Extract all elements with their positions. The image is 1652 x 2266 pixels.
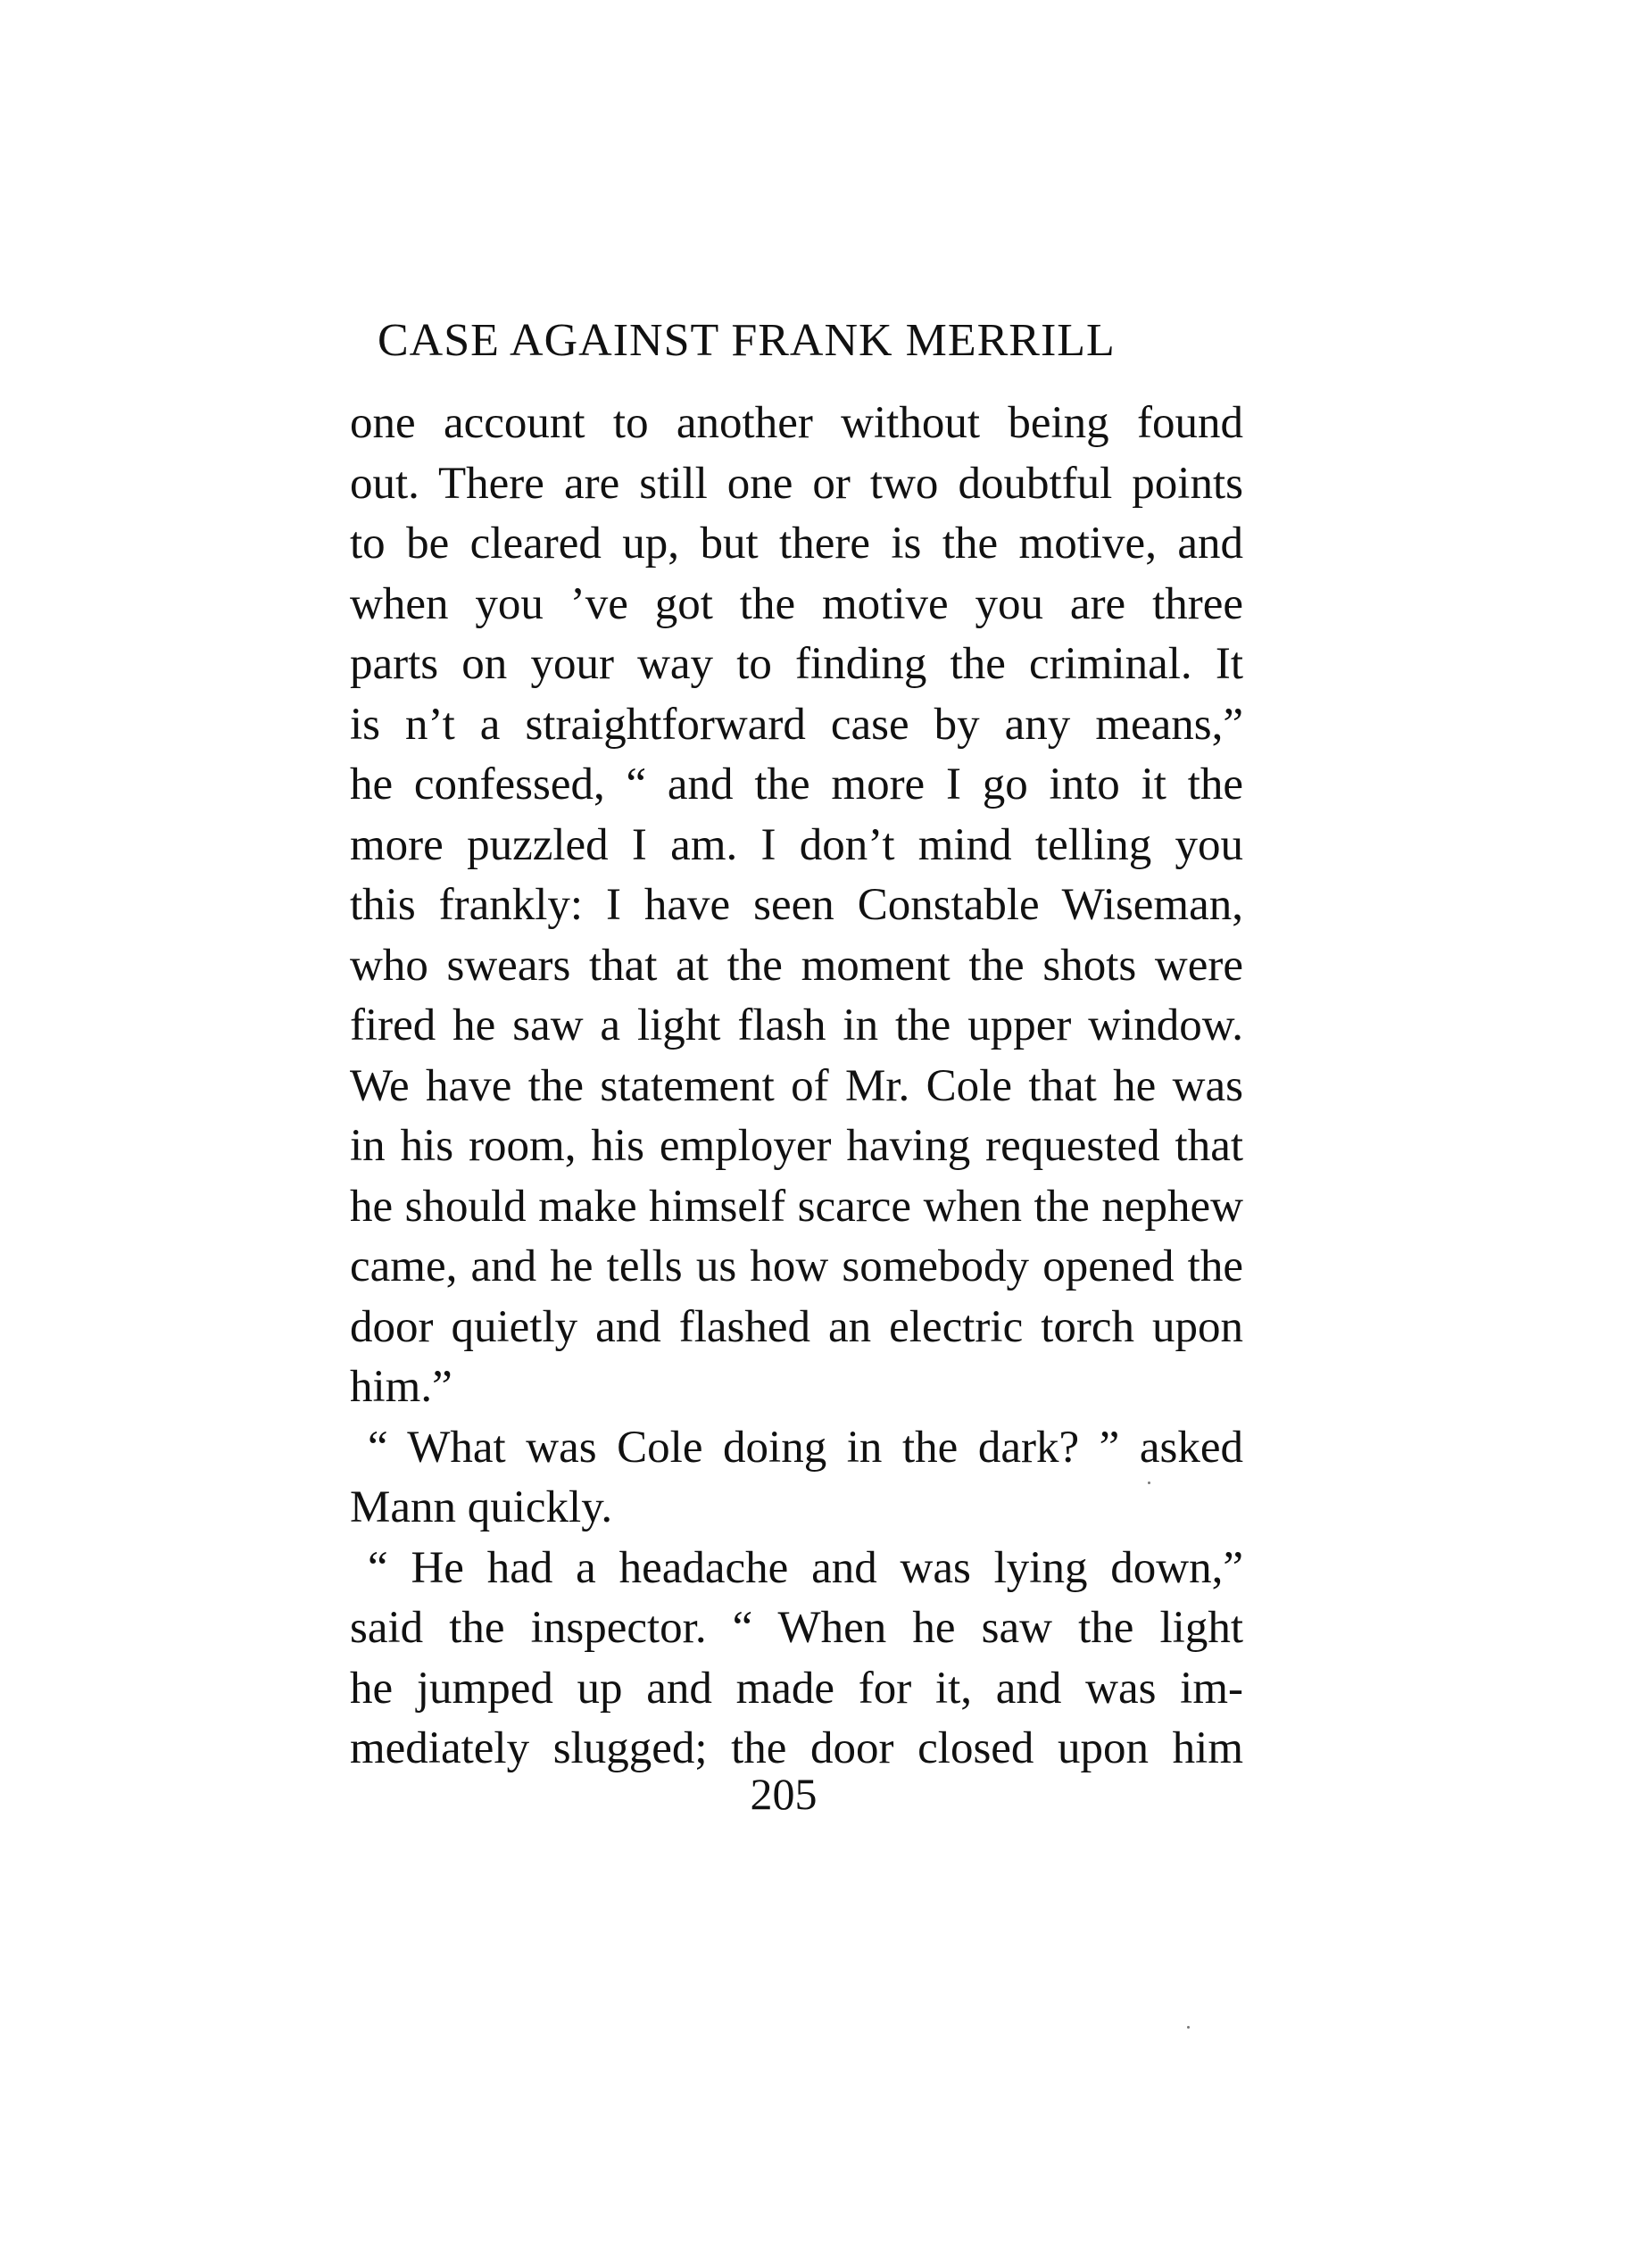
text-line: he confessed, “ and the more I go into it the	[350, 759, 1243, 809]
body-text	[350, 394, 1243, 1780]
text-line: came, and he tells us how somebody opened the	[350, 1241, 1243, 1291]
text-line: in his room, his employer having requested that	[350, 1121, 1243, 1171]
text-line: is n’t a straightforward case by any means,”	[350, 699, 1243, 750]
text-line: fired he saw a light flash in the upper window.	[350, 1000, 1243, 1050]
text-line: he should make himself scarce when the nephew	[350, 1181, 1243, 1232]
scan-speck	[1187, 2026, 1190, 2029]
text-line: he jumped up and made for it, and was im-	[350, 1663, 1243, 1714]
text-line: Mann quickly.	[350, 1482, 613, 1532]
text-line: one account to another without being found	[350, 398, 1243, 448]
text-line: more puzzled I am. I don’t mind telling you	[350, 819, 1243, 870]
text-line: “ What was Cole doing in the dark? ” asked	[368, 1422, 1243, 1473]
text-line: door quietly and flashed an electric torch upon	[350, 1301, 1243, 1352]
text-line: out. There are still one or two doubtful points	[350, 458, 1243, 509]
text-line: him.”	[350, 1362, 452, 1412]
text-line: “ He had a headache and was lying down,”	[368, 1542, 1243, 1593]
running-head: CASE AGAINST FRANK MERRILL	[378, 315, 1116, 366]
page-number: 205	[750, 1769, 818, 1819]
text-line: to be cleared up, but there is the motive, and	[350, 519, 1243, 569]
scan-speck	[1148, 1482, 1150, 1484]
text-line: said the inspector. “ When he saw the light	[350, 1603, 1243, 1653]
text-line: who swears that at the moment the shots were	[350, 940, 1243, 991]
text-line: this frankly: I have seen Constable Wiseman,	[350, 880, 1243, 930]
text-line: We have the statement of Mr. Cole that he was	[350, 1060, 1243, 1111]
text-line: parts on your way to finding the criminal. It	[350, 639, 1243, 689]
text-line: mediately slugged; the door closed upon him	[350, 1723, 1243, 1773]
text-line: when you ’ve got the motive you are three	[350, 578, 1243, 629]
